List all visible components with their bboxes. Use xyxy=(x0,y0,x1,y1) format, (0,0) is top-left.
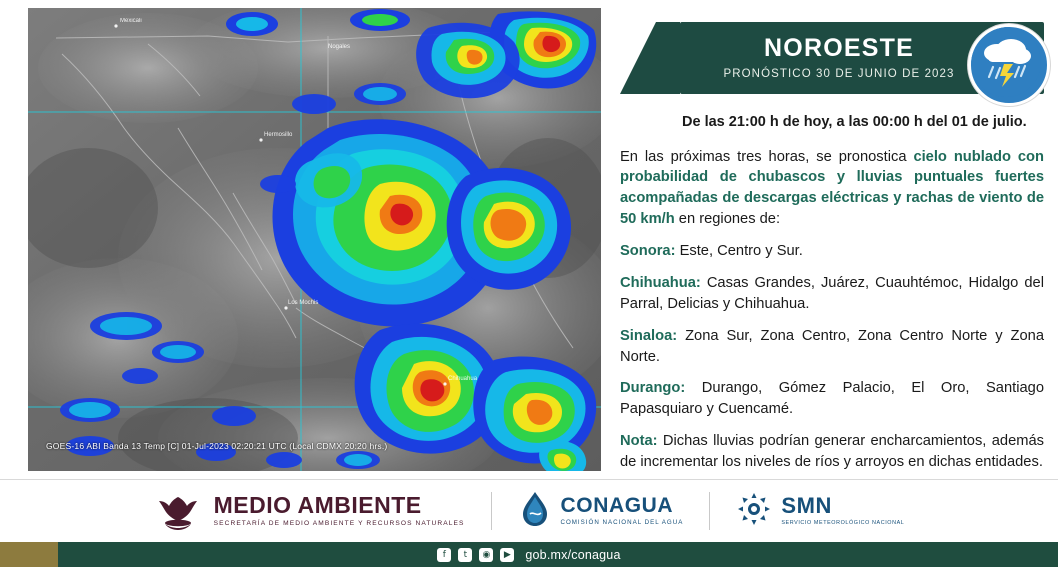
forecast-date: PRONÓSTICO 30 DE JUNIO DE 2023 xyxy=(723,68,955,80)
svg-text:Mexicali: Mexicali xyxy=(120,18,142,24)
satellite-caption: GOES-16 ABI Banda 13 Temp [C] 01-Jul-2023 02:20:21 UTC (Local CDMX 20:20 hrs.) xyxy=(46,441,388,451)
note-detail: Dichas lluvias podrían generar encharcamientos, además de incrementar los niveles de ríos y arroyos en dichas entidades. xyxy=(620,433,1044,471)
medio-ambiente-title: MEDIO AMBIENTE xyxy=(213,492,422,519)
forecast-body xyxy=(620,147,1044,473)
conagua-text xyxy=(561,495,684,526)
instagram-icon[interactable]: ◉ xyxy=(479,548,493,562)
region-item xyxy=(620,326,1044,368)
conagua-logo xyxy=(518,490,684,533)
storm-cloud-icon xyxy=(968,24,1050,106)
smn-subtitle: SERVICIO METEOROLÓGICO NACIONAL xyxy=(781,520,905,527)
facebook-icon[interactable]: f xyxy=(437,548,451,562)
intro-paragraph xyxy=(620,147,1044,231)
footer-separator xyxy=(709,492,710,530)
region-name: Sinaloa: xyxy=(620,327,678,344)
region-detail: Casas Grandes, Juárez, Cuauhtémoc, Hidalgo del Parral, Delicias y Chihuahua. xyxy=(620,274,1044,312)
medio-ambiente-text xyxy=(214,494,465,528)
page-title: NOROESTE xyxy=(764,34,914,62)
region-name: Chihuahua: xyxy=(620,274,701,291)
note-label: Nota: xyxy=(620,433,658,450)
footer-left-white xyxy=(0,480,20,542)
water-drop-icon xyxy=(518,490,552,533)
svg-text:Chihuahua: Chihuahua xyxy=(448,376,478,382)
smn-text xyxy=(781,495,904,526)
forecast-time-range: De las 21:00 h de hoy, a las 00:00 h del 01 de julio. xyxy=(682,114,1027,130)
region-name: Durango: xyxy=(620,380,686,397)
smn-logo xyxy=(736,491,904,532)
region-detail: Zona Sur, Zona Centro, Zona Centro Norte y Zona Norte. xyxy=(620,327,1044,365)
svg-text:Hermosillo: Hermosillo xyxy=(264,132,293,138)
forecast-panel xyxy=(620,22,1044,472)
svg-text:Los Mochis: Los Mochis xyxy=(288,300,319,306)
bottom-bar xyxy=(0,542,1058,567)
svg-text:Nogales: Nogales xyxy=(328,44,351,50)
youtube-icon[interactable]: ▶ xyxy=(500,548,514,562)
medio-ambiente-subtitle: SECRETARÍA DE MEDIO AMBIENTE Y RECURSOS NATURALES xyxy=(213,520,465,528)
note-paragraph xyxy=(620,431,1044,473)
footer-logos xyxy=(0,480,1058,542)
conagua-title: CONAGUA xyxy=(560,494,674,518)
smn-title: SMN xyxy=(781,493,833,519)
website-url[interactable]: gob.mx/conagua xyxy=(525,547,621,562)
satellite-image xyxy=(28,8,601,471)
region-name: Sonora: xyxy=(620,243,676,260)
mexican-eagle-icon xyxy=(154,491,202,531)
region-item xyxy=(620,241,1044,262)
satellite-canvas xyxy=(28,8,601,471)
conagua-subtitle: COMISIÓN NACIONAL DEL AGUA xyxy=(560,519,684,527)
medio-ambiente-logo xyxy=(154,491,465,531)
intro-highlight: cielo nublado con probabilidad de chubascos y lluvias puntuales fuertes acompañadas de descargas eléctricas y rachas de viento de 50 km/h xyxy=(620,148,1044,228)
bottom-bar-accent xyxy=(0,542,58,567)
intro-tail: en regiones de: xyxy=(674,211,781,228)
region-detail: Este, Centro y Sur. xyxy=(675,243,803,260)
sun-spiral-icon xyxy=(736,491,772,532)
region-item xyxy=(620,378,1044,420)
intro-lead: En las próximas tres horas, se pronostica xyxy=(620,148,914,165)
region-detail: Durango, Gómez Palacio, El Oro, Santiago Papasquiaro y Cuencamé. xyxy=(620,380,1044,418)
footer-separator xyxy=(491,492,492,530)
twitter-icon[interactable]: t xyxy=(458,548,472,562)
region-item xyxy=(620,273,1044,315)
